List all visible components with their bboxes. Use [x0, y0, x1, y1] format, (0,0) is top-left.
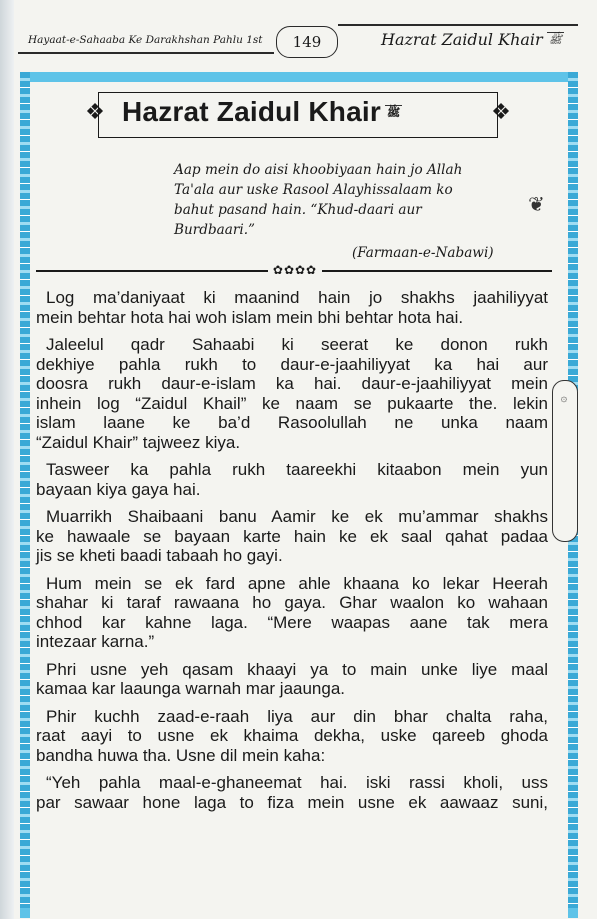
text-line: jis se kheti baadi tabaah ho gayi.: [36, 546, 283, 565]
text-line: doosra rukh daur-e-islam ka hai. daur-e-jaahiliyyat mein: [36, 374, 548, 393]
paragraph: [36, 574, 548, 652]
text-line: intezaar karna.”: [36, 632, 155, 651]
quote-source: (Farmaan-e-Nabawi): [352, 245, 494, 261]
text-line: dekhiye pahla rukh to daur-e-jaahiliyyat ka hai aur: [36, 354, 548, 374]
quote-line: bahut pasand hain. “Khud-daari aur: [174, 202, 422, 218]
chapter-heading: [85, 88, 511, 142]
text-line: Phir kuchh zaad-e-raah liya aur din bhar chalta raha,: [46, 706, 548, 726]
paragraph: [36, 773, 548, 812]
hadith-quote: [174, 160, 524, 240]
paragraph: [36, 288, 548, 327]
book-title: Hayaat-e-Sahaaba Ke Darakhshan Pahlu 1st: [28, 34, 263, 46]
text-line: “Yeh pahla maal-e-ghaneemat hai. iski rassi kholi, uss: [46, 773, 548, 792]
paragraph: [36, 507, 548, 566]
chapter-title: Hazrat Zaidul Khair ﷺ: [380, 30, 562, 49]
text-line: islam laane ke ba’d Rasoolullah ne unka naam: [36, 413, 548, 432]
text-line: kamaa kar laaunga warnah mar jaaunga.: [36, 679, 346, 698]
text-line: Hum mein se ek fard apne ahle khaana ko lekar Heerah: [46, 573, 548, 593]
text-line: bandha huwa tha. Usne dil mein kaha:: [36, 745, 326, 765]
text-line: Tasweer ka pahla rukh taareekhi kitaabon mein yun: [46, 460, 548, 479]
quote-ornament-icon: ❦: [528, 192, 545, 216]
quote-line: Burdbaari.”: [174, 222, 255, 238]
divider-ornament-icon: ✿✿✿✿: [268, 262, 322, 278]
text-line: inhein log “Zaidul Khail” ke naam se pukaarte the. lekin: [36, 393, 548, 413]
text-line: Jaleelul qadr Sahaabi ki seerat ke donon rukh: [46, 335, 548, 354]
paragraph: [36, 460, 548, 499]
quote-line: Aap mein do aisi khoobiyaan hain jo Allah: [174, 162, 463, 178]
page-header: [18, 20, 578, 64]
honorific-icon: ﷺ: [385, 105, 402, 122]
chapter-heading-text: Hazrat Zaidul Khair ﷺ: [122, 96, 401, 127]
text-line: “Zaidul Khair” tajweez kiya.: [36, 432, 241, 452]
text-line: Phri usne yeh qasam khaayi ya to main unke liye maal: [46, 659, 548, 679]
paragraph: [36, 660, 548, 699]
text-line: Muarrikh Shaibaani banu Aamir ke ek mu’ammar shakhs: [46, 507, 548, 526]
text-line: par sawaar hone laga to fiza mein usne ek aawaaz suni,: [36, 792, 548, 812]
header-rule-left: [18, 52, 274, 54]
text-line: bayaan kiya gaya hai.: [36, 479, 201, 499]
quote-line: Ta'ala aur uske Rasool Alayhissalaam ko: [174, 182, 453, 198]
text-line: chhod kar kahne laga. “Mere waapas aane tak mera: [36, 612, 548, 632]
text-line: ke hawaale se bayaan karte hain ke ek saal qahat padaa: [36, 526, 548, 546]
header-rule-right: [338, 24, 578, 26]
page-number: 149: [276, 26, 338, 58]
chapter-body: [36, 288, 548, 820]
honorific-icon: ﷺ: [547, 32, 564, 49]
side-honorific-icon: ۞: [552, 380, 578, 542]
ornament-left-icon: ❖: [85, 100, 105, 125]
text-line: shahar ki taraf rawaana ho gaya. Ghar waalon ko wahaan: [36, 593, 548, 612]
text-line: raat aayi to usne ek khaima dekha, uske qareeb ghoda: [36, 726, 548, 745]
text-line: Log ma’daniyaat ki maanind hain jo shakhs jaahiliyyat: [46, 288, 548, 307]
text-line: mein behtar hota hai woh islam mein bhi behtar hota hai.: [36, 307, 464, 327]
paragraph: [36, 707, 548, 766]
ornament-right-icon: ❖: [491, 100, 511, 125]
paragraph: [36, 335, 548, 452]
previous-page-edge: [0, 0, 14, 919]
